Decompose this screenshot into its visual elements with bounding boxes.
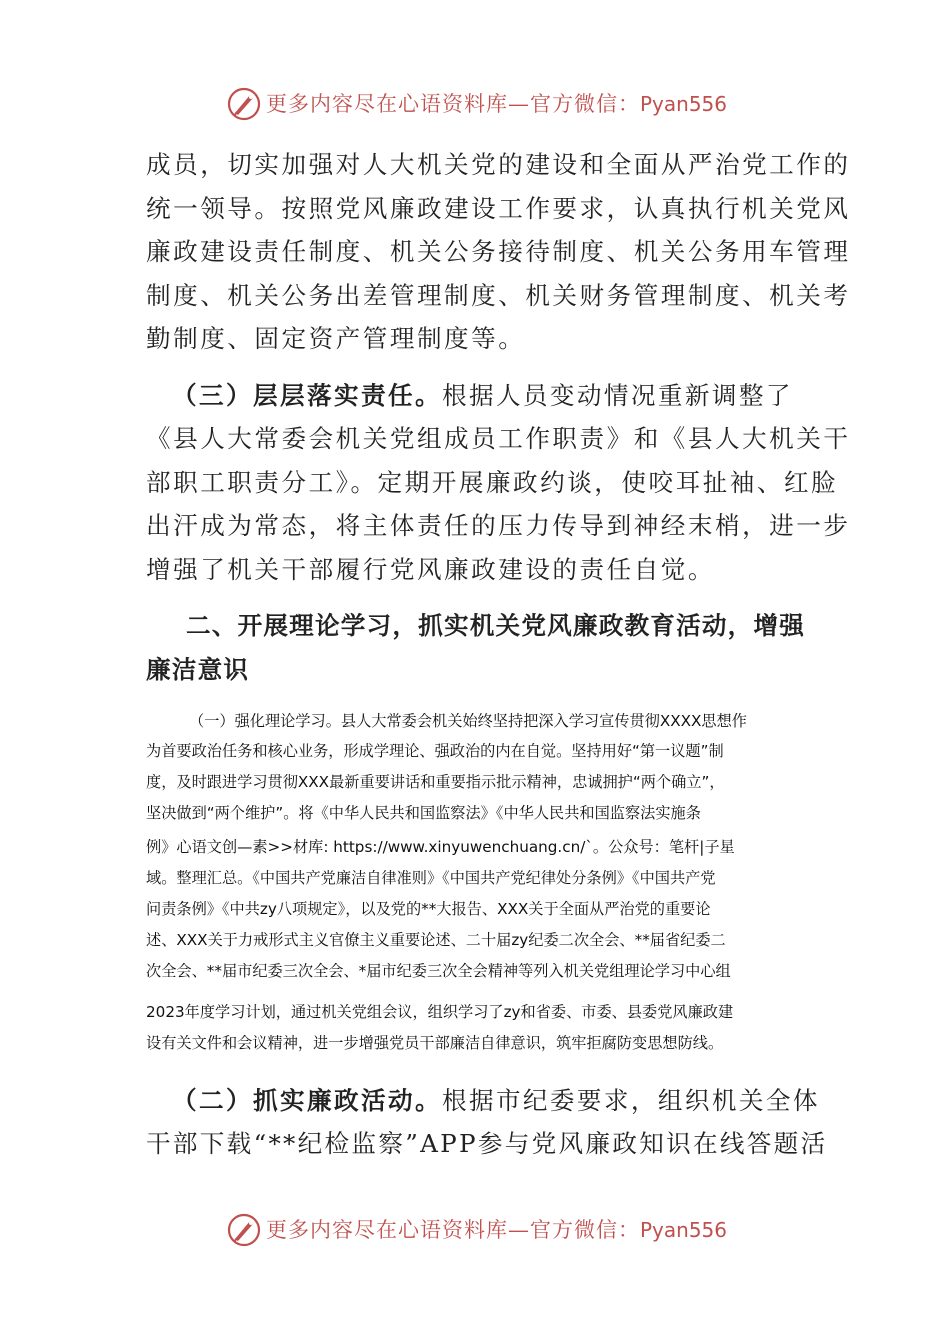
text-line: 2023年度学习计划，通过机关党组会议，组织学习了zy和省委、市委、县委党风廉政建 bbox=[146, 1003, 734, 1021]
text-line: 增强了机关干部履行党风廉政建设的责任自觉。 bbox=[146, 555, 715, 584]
text-line: 干部下载“**纪检监察”APP参与党风廉政知识在线答题活 bbox=[146, 1129, 828, 1158]
item-title: （三）层层落实责任。 bbox=[172, 381, 442, 410]
text-line: （一）强化理论学习。县人大常委会机关始终坚持把深入学习宣传贯彻XXXX思想作 bbox=[189, 712, 747, 730]
text-line: 域。整理汇总。《中国共产党廉洁自律准则》《中国共产党纪律处分条例》《中国共产党 bbox=[146, 869, 716, 887]
text-line: 廉政建设责任制度、机关公务接待制度、机关公务用车管理 bbox=[146, 237, 851, 266]
text-line: 坚决做到“两个维护”。将《中华人民共和国监察法》《中华人民共和国监察法实施条 bbox=[146, 804, 701, 822]
text-line: 度，及时跟进学习贯彻XXX最新重要讲话和重要指示批示精神，忠诚拥护“两个确立”， bbox=[146, 773, 725, 791]
wechat-id: Pyan556 bbox=[640, 92, 728, 116]
text-line: 部职工职责分工》。定期开展廉政约谈，使咬耳扯袖、红脸 bbox=[146, 468, 839, 497]
quill-pen-logo-icon bbox=[226, 86, 262, 122]
text-line: 制度、机关公务出差管理制度、机关财务管理制度、机关考 bbox=[146, 281, 851, 310]
item-title: （一）强化理论学习。 bbox=[189, 712, 341, 730]
text-line: 成员，切实加强对人大机关党的建设和全面从严治党工作的 bbox=[146, 150, 851, 179]
banner-text: 更多内容尽在心语资料库—官方微信：Pyan556 bbox=[266, 92, 728, 116]
text-line: 出汗成为常态，将主体责任的压力传导到神经末梢，进一步 bbox=[146, 511, 851, 540]
text-line: 为首要政治任务和核心业务，形成学理论、强政治的内在自觉。坚持用好“第一议题”制 bbox=[146, 742, 724, 760]
text-line: （二）抓实廉政活动。根据市纪委要求，组织机关全体 bbox=[172, 1086, 820, 1115]
text-line: （三）层层落实责任。根据人员变动情况重新调整了 bbox=[172, 381, 793, 410]
wechat-id: Pyan556 bbox=[640, 1218, 728, 1242]
heading-line: 二、开展理论学习，抓实机关党风廉政教育活动，增强 bbox=[186, 611, 806, 640]
quill-pen-logo-icon bbox=[226, 1212, 262, 1248]
banner-text: 更多内容尽在心语资料库—官方微信：Pyan556 bbox=[266, 1218, 728, 1242]
text-line: 统一领导。按照党风廉政建设工作要求，认真执行机关党风 bbox=[146, 194, 851, 223]
text-line: 勤制度、固定资产管理制度等。 bbox=[146, 324, 526, 353]
text-line: 述、XXX关于力戒形式主义官僚主义重要论述、二十届zy纪委二次全会、**届省纪委二 bbox=[146, 931, 726, 949]
text-line: 次全会、**届市纪委三次全会、*届市纪委三次全会精神等列入机关党组理论学习中心组 bbox=[146, 962, 731, 980]
text-line: 问责条例》《中共zy八项规定》，以及党的**大报告、XXX关于全面从严治党的重要论 bbox=[146, 900, 711, 918]
header-watermark-banner bbox=[0, 84, 950, 124]
text-line: 例》心语文创—素>>材库: https://www.xinyuwenchuang.cn/`。公众号：笔杆|子星 bbox=[146, 838, 735, 856]
item-title: （二）抓实廉政活动。 bbox=[172, 1086, 442, 1115]
text-line: 《县人大常委会机关党组成员工作职责》和《县人大机关干 bbox=[146, 424, 851, 453]
text-line: 设有关文件和会议精神，进一步增强党员干部廉洁自律意识，筑牢拒腐防变思想防线。 bbox=[146, 1034, 724, 1052]
footer-watermark-banner bbox=[0, 1210, 950, 1250]
heading-line: 廉洁意识 bbox=[146, 655, 250, 684]
